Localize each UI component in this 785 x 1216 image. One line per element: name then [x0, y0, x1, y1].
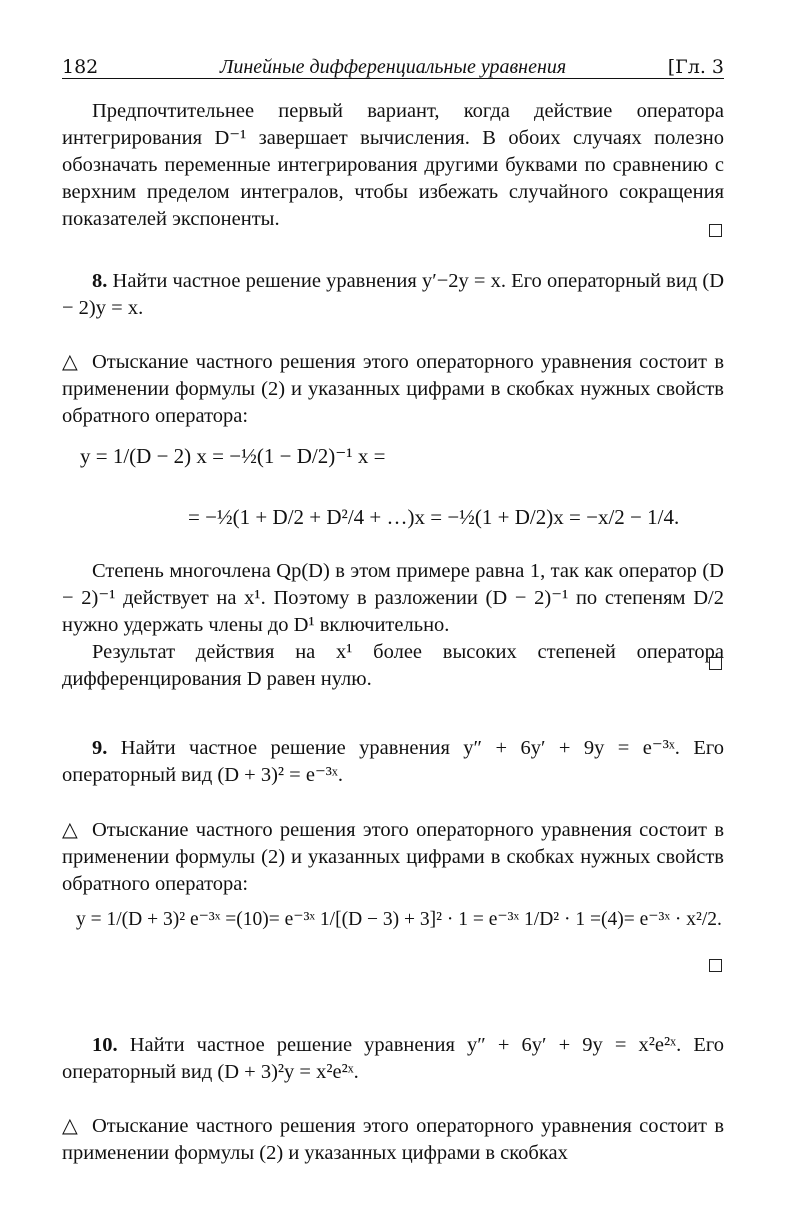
- chapter-label: [Гл. 3: [667, 56, 724, 78]
- problem-9-statement: [62, 735, 724, 789]
- problem-8-formula-line1: y = 1/(D − 2) x = −½(1 − D/2)⁻¹ x =: [80, 444, 386, 468]
- problem-8-comment-1: Степень многочлена Qp(D) в этом примере равна 1, так как оператор (D − 2)⁻¹ действует на x¹. Поэтому в разложении (D − 2)⁻¹ по степеням D/2 нужно удержать члены до D¹ включительно.: [62, 560, 724, 636]
- triangle-icon: △: [62, 351, 78, 373]
- problem-10-statement: [62, 1032, 724, 1086]
- problem-10-solution-text: Отыскание частного решения этого операторного уравнения состоит в применении формулы (2) и указанных цифрами в скобках: [62, 1115, 724, 1164]
- triangle-icon: △: [62, 819, 78, 841]
- problem-8-comment-2: Результат действия на x¹ более высоких степеней оператора дифференцирования D равен нулю.: [62, 641, 724, 690]
- page-number: 182: [62, 56, 99, 78]
- triangle-icon: △: [62, 1115, 78, 1137]
- problem-10-number: 10.: [92, 1034, 118, 1056]
- problem-9-solution-intro: [62, 817, 724, 898]
- header-rule: [62, 78, 724, 79]
- problem-8-number: 8.: [92, 270, 108, 292]
- problem-8-solution-text: Отыскание частного решения этого операторного уравнения состоит в применении формулы (2) и указанных цифрами в скобках нужных свойств обратного оператора:: [62, 351, 724, 427]
- problem-8-text: Найти частное решение уравнения y′−2y = x. Его операторный вид (D − 2)y = x.: [62, 270, 724, 319]
- end-of-proof-square: [709, 224, 722, 237]
- problem-9-text: Найти частное решение уравнения y″ + 6y′ + 9y = e⁻³ˣ. Его операторный вид (D + 3)² = e⁻³ˣ.: [62, 737, 724, 786]
- end-of-proof-square: [709, 657, 722, 670]
- problem-9-solution-text: Отыскание частного решения этого операторного уравнения состоит в применении формулы (2) и указанных цифрами в скобках нужных свойств обратного оператора:: [62, 819, 724, 895]
- problem-10-solution-intro: [62, 1113, 724, 1167]
- problem-8-solution-intro: [62, 349, 724, 430]
- running-head: [62, 56, 724, 80]
- problem-8-statement: [62, 268, 724, 322]
- problem-9-formula: y = 1/(D + 3)² e⁻³ˣ =(10)= e⁻³ˣ 1/[(D − 3) + 3]² · 1 = e⁻³ˣ 1/D² · 1 =(4)= e⁻³ˣ · x²/2.: [76, 909, 722, 930]
- problem-10-text: Найти частное решение уравнения y″ + 6y′ + 9y = x²e²ˣ. Его операторный вид (D + 3)²y = x²e²ˣ.: [62, 1034, 725, 1083]
- end-of-proof-square: [709, 959, 722, 972]
- intro-paragraph: Предпочтительнее первый вариант, когда действие оператора интегрирования D⁻¹ завершает вычисления. В обоих случаях полезно обозначать переменные интегрирования другими буквами по сравнению с верхним пределом интегралов, чтобы избежать случайного сокращения показателей экспоненты.: [62, 100, 724, 230]
- running-title: Линейные дифференциальные уравнения: [219, 56, 567, 78]
- problem-8-formula-line2: = −½(1 + D/2 + D²/4 + …)x = −½(1 + D/2)x = −x/2 − 1/4.: [188, 505, 680, 529]
- problem-9-number: 9.: [92, 737, 108, 759]
